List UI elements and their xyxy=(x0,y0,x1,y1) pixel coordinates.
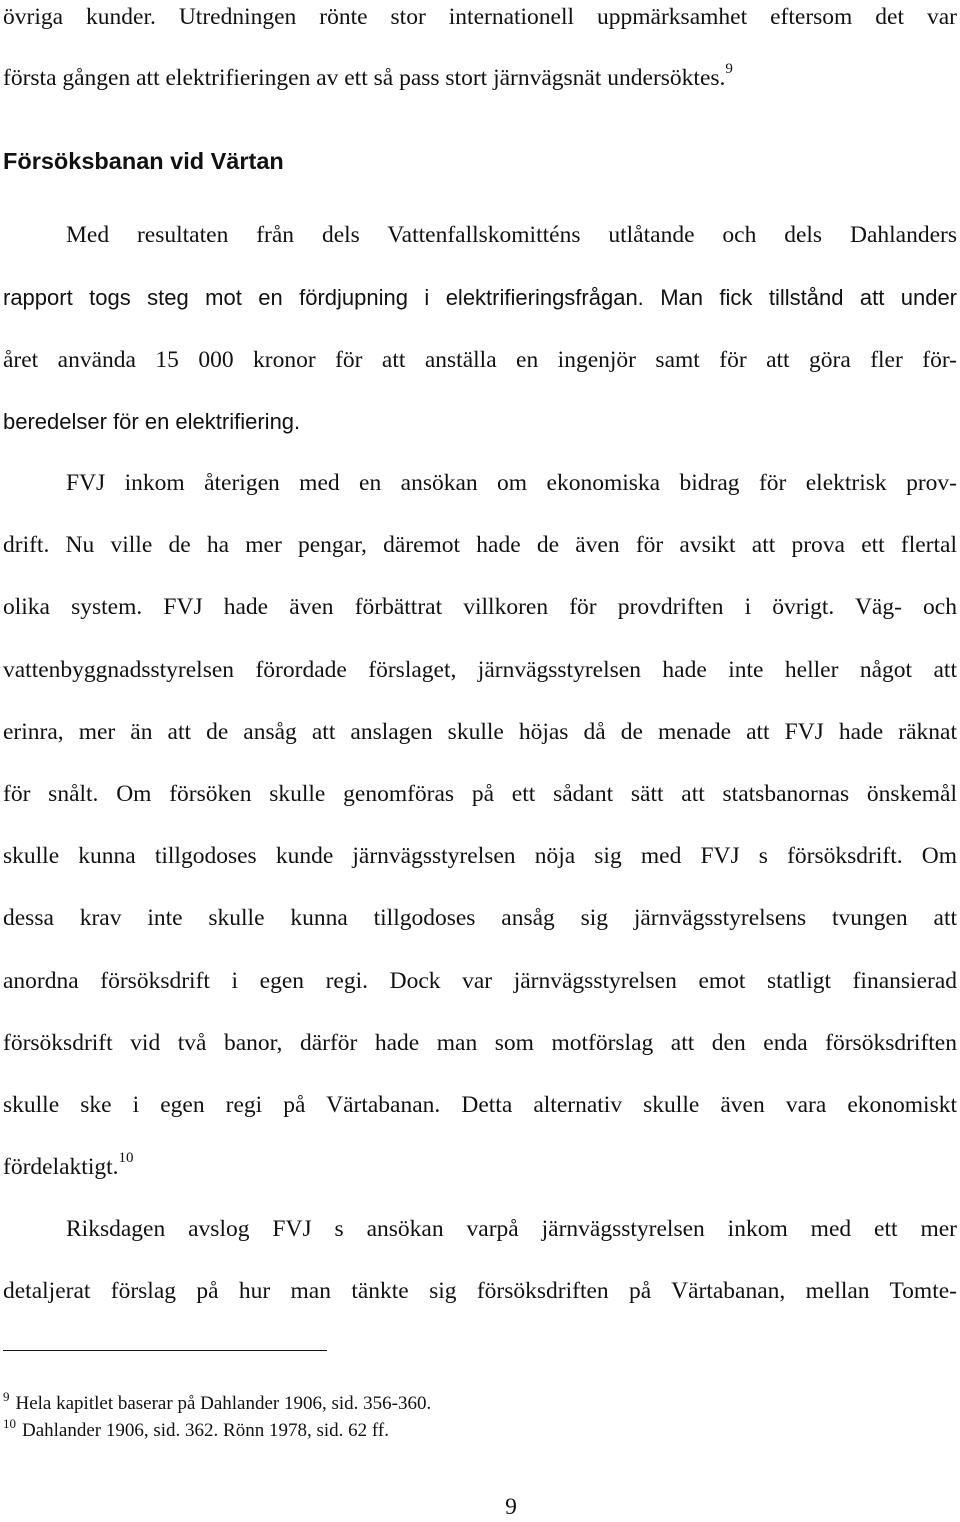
body-line: skulle ske i egen regi på Värtabanan. Detta alternativ skulle även vara ekonomiskt xyxy=(3,1092,957,1118)
body-line: rapport togs steg mot en fördjupning i elektrifieringsfrågan. Man fick tillstånd att under xyxy=(3,285,957,310)
body-line: vattenbyggnadsstyrelsen förordade förslaget, järnvägsstyrelsen hade inte heller något att xyxy=(3,657,957,683)
footnote-number: 10 xyxy=(3,1416,16,1431)
body-line: olika system. FVJ hade även förbättrat villkoren för provdriften i övrigt. Väg- och xyxy=(3,594,957,620)
body-line xyxy=(3,1152,957,1182)
body-line: detaljerat förslag på hur man tänkte sig försöksdriften på Värtabanan, mellan Tomte- xyxy=(3,1278,957,1304)
body-line: försöksdrift vid två banor, därför hade man som motförslag att den enda försöksdriften xyxy=(3,1030,957,1056)
body-line: anordna försöksdrift i egen regi. Dock var järnvägsstyrelsen emot statligt finansierad xyxy=(3,968,957,994)
footnote-ref: 10 xyxy=(118,1152,134,1166)
body-line: Riksdagen avslog FVJ s ansökan varpå järnvägsstyrelsen inkom med ett mer xyxy=(66,1216,957,1242)
body-line: Med resultaten från dels Vattenfallskomitténs utlåtande och dels Dahlanders xyxy=(66,222,957,248)
footnote xyxy=(3,1389,432,1416)
section-heading: Försöksbanan vid Värtan xyxy=(3,148,284,174)
body-line: FVJ inkom återigen med en ansökan om ekonomiska bidrag för elektrisk prov- xyxy=(66,470,957,496)
body-line: året använda 15 000 kronor för att anställa en ingenjör samt för att göra fler för- xyxy=(3,347,957,373)
footnote-number: 9 xyxy=(3,1389,10,1404)
page-number: 9 xyxy=(505,1494,517,1520)
body-line: erinra, mer än att de ansåg att anslagen skulle höjas då de menade att FVJ hade räknat xyxy=(3,719,957,745)
body-line: drift. Nu ville de ha mer pengar, däremot hade de även för avsikt att prova ett flertal xyxy=(3,532,957,558)
footnote xyxy=(3,1416,389,1443)
body-line: för snålt. Om försöken skulle genomföras på ett sådant sätt att statsbanornas önskemål xyxy=(3,781,957,807)
body-line: beredelser för en elektrifiering. xyxy=(3,409,301,434)
body-line: dessa krav inte skulle kunna tillgodoses ansåg sig järnvägsstyrelsens tvungen att xyxy=(3,905,957,931)
body-line xyxy=(3,63,957,93)
body-line-text: första gången att elektrifieringen av ett så pass stort järnvägsnät undersöktes. xyxy=(3,65,726,91)
body-line: skulle kunna tillgodoses kunde järnvägsstyrelsen nöja sig med FVJ s försöksdrift. Om xyxy=(3,843,957,869)
footnote-separator xyxy=(3,1350,327,1351)
footnote-text: Hela kapitlet baserar på Dahlander 1906, sid. 356-360. xyxy=(15,1393,432,1414)
body-line-text: fördelaktigt. xyxy=(3,1154,119,1180)
footnote-ref: 9 xyxy=(725,63,733,77)
footnote-text: Dahlander 1906, sid. 362. Rönn 1978, sid. 62 ff. xyxy=(22,1420,389,1441)
body-line: övriga kunder. Utredningen rönte stor internationell uppmärksamhet eftersom det var xyxy=(3,4,957,30)
